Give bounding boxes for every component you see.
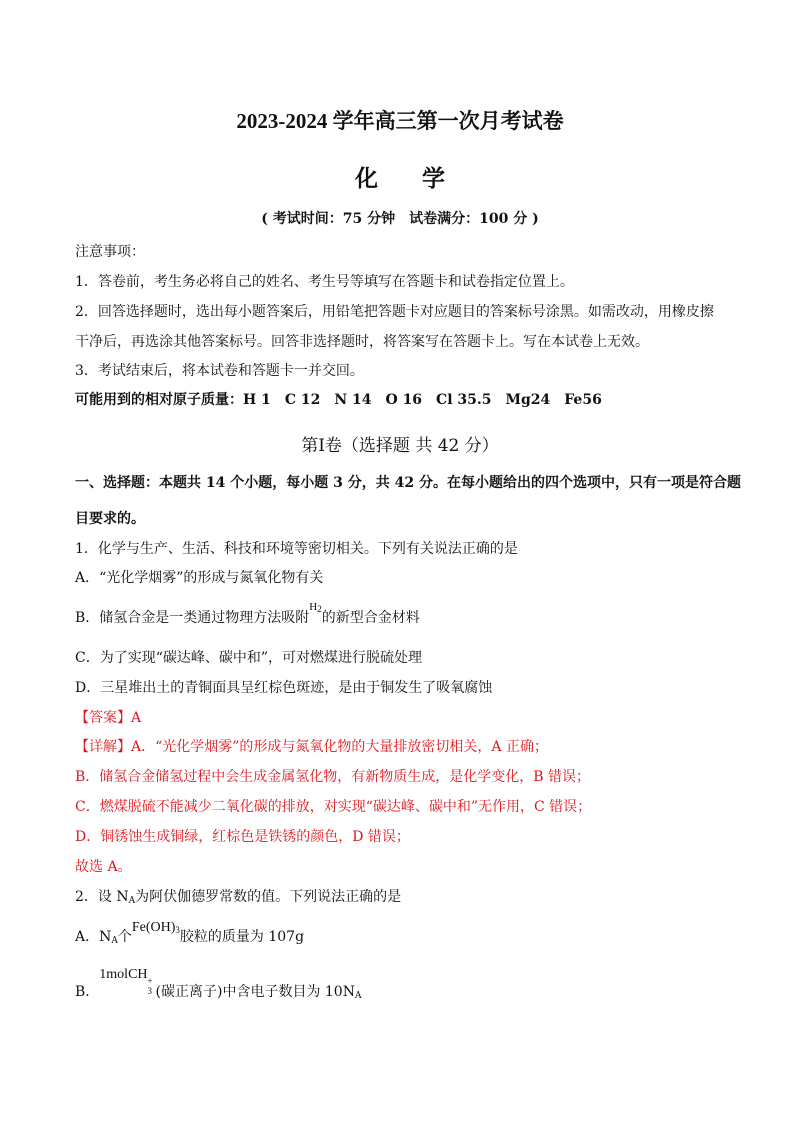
q1-option-c: C．为了实现“碳达峰、碳中和”，可对燃煤进行脱硫处理 xyxy=(75,650,423,666)
section-instruction-1: 一、选择题：本题共 14 个小题，每小题 3 分，共 42 分。在每小题给出的四个选项中，只有一项是符合题 xyxy=(75,475,741,491)
q2-stem-post: 为阿伏伽德罗常数的值。下列说法正确的是 xyxy=(135,889,402,905)
note-item-2-cont: 干净后，再选涂其他答案标号。回答非选择题时，将答案写在答题卡上。写在本试卷上无效。 xyxy=(75,334,649,350)
q2-option-a-sub: A xyxy=(111,936,118,946)
q2-stem-sub: A xyxy=(128,896,136,906)
ch3-formula xyxy=(99,966,155,996)
q1-stem: 1．化学与生产、生活、科技和环境等密切相关。下列有关说法正确的是 xyxy=(75,541,518,557)
q2-option-a-mid: 个 xyxy=(117,929,132,945)
q2-option-b-pre: B． xyxy=(75,984,100,1000)
q1-explain-b: B．储氢合金储氢过程中会生成金属氢化物，有新物质生成，是化学变化，B 错误； xyxy=(75,769,591,785)
q1-explain-c: C．燃煤脱硫不能减少二氧化碳的排放，对实现“碳达峰、碳中和”无作用，C 错误； xyxy=(75,799,592,815)
section-title: 第Ⅰ卷（选择题 共 42 分） xyxy=(301,436,499,456)
q2-option-b-post: (碳正离子)中含电子数目为 10N xyxy=(155,984,355,1000)
q2-option-b-post-sub: A xyxy=(354,991,362,1001)
q2-option-a-post: 胶粒的质量为 107g xyxy=(179,929,305,945)
feoh3-formula-sub: 3 xyxy=(175,925,180,935)
q2-option-b xyxy=(75,967,362,1005)
notes-heading: 注意事项： xyxy=(75,244,145,260)
q1-explain-d: D．铜锈蚀生成铜绿，红棕色是铁锈的颜色，D 错误； xyxy=(75,829,410,845)
q1-option-d: D．三星堆出土的青铜面具呈红棕色斑迹，是由于铜发生了吸氧腐蚀 xyxy=(75,680,493,696)
q2-stem xyxy=(75,888,401,910)
atomic-masses: 可能用到的相对原子质量：H 1 C 12 N 14 O 16 Cl 35.5 Mg24 Fe56 xyxy=(75,392,602,408)
q1-conclusion: 故选 A。 xyxy=(75,859,132,875)
note-item-1: 1．答卷前，考生务必将自己的姓名、考生号等填写在答题卡和试卷指定位置上。 xyxy=(75,274,574,290)
exam-title: 2023-2024 学年高三第一次月考试卷 xyxy=(236,109,564,133)
q1-option-a: A．“光化学烟雾”的形成与氮氧化物有关 xyxy=(75,570,324,586)
note-item-3: 3．考试结束后，将本试卷和答题卡一并交回。 xyxy=(75,363,364,379)
section-instruction-2: 目要求的。 xyxy=(75,511,145,527)
q1-answer: 【答案】A xyxy=(75,710,142,726)
ch3-formula-symbol: 1molCH xyxy=(99,967,148,982)
q2-option-a xyxy=(75,920,305,950)
h2-formula xyxy=(309,598,321,618)
note-item-2: 2．回答选择题时，选出每小题答案后，用铅笔把答题卡对应题目的答案标号涂黑。如需改动，用橡皮擦 xyxy=(75,304,714,320)
q2-option-a-pre: A．N xyxy=(75,929,112,945)
feoh3-formula xyxy=(132,919,180,939)
h2-formula-symbol: H xyxy=(309,601,318,613)
subject-title: 化学 xyxy=(355,165,489,192)
q1-option-b-pre: B．储氢合金是一类通过物理方法吸附 xyxy=(75,610,310,626)
q1-option-b-post: 的新型合金材料 xyxy=(321,610,420,626)
h2-formula-sub: 2 xyxy=(317,604,322,614)
exam-meta: ( 考试时间：75 分钟 试卷满分：100 分 ) xyxy=(261,211,539,227)
q2-stem-pre: 2．设 N xyxy=(75,889,129,905)
feoh3-formula-symbol: Fe(OH) xyxy=(131,920,176,935)
q1-explain-a: 【详解】A．“光化学烟雾”的形成与氮氧化物的大量排放密切相关，A 正确； xyxy=(75,739,548,755)
ch3-formula-sub: 3 xyxy=(147,986,153,996)
q1-option-b xyxy=(75,601,420,630)
ch3-formula-sup: + xyxy=(147,976,153,986)
